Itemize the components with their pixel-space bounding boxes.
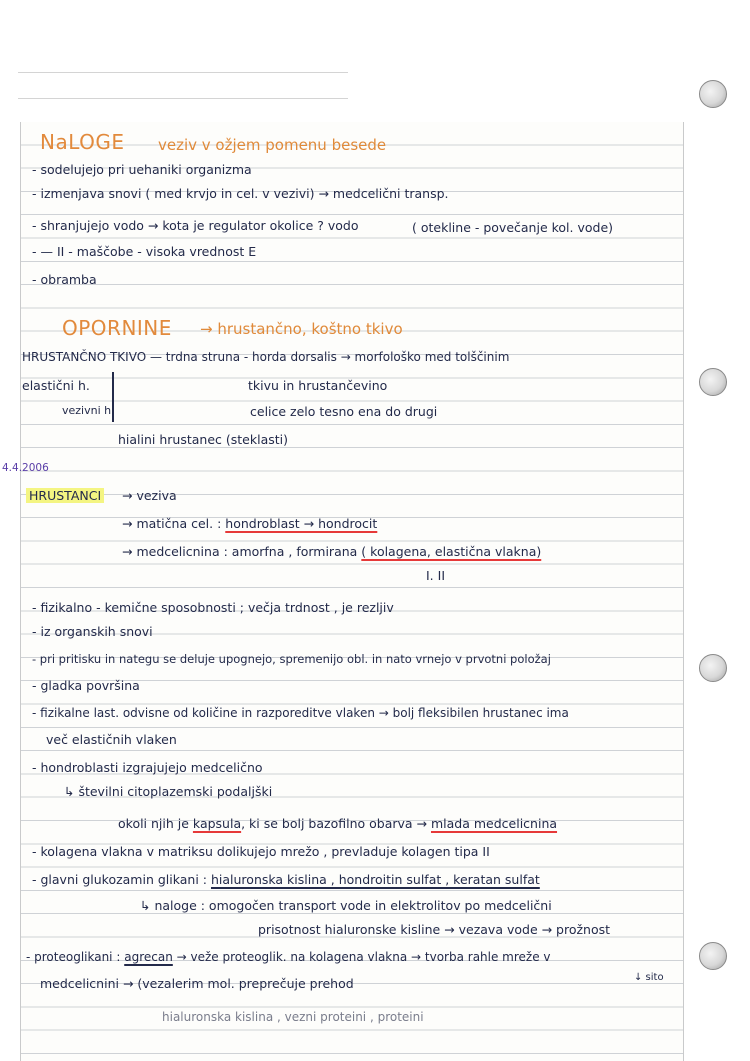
punch-hole-4 (699, 942, 727, 970)
note-line: medcelicnini → (vezalerim mol. preprečuje prehod (40, 976, 354, 991)
note-line: ↳ naloge : omogočen transport vode in elektrolitov po medcelični (140, 898, 552, 913)
note-line: - — II - maščobe - visoka vrednost E (32, 244, 257, 259)
punch-hole-1 (699, 80, 727, 108)
elastic-cartilage-label: elastični h. (22, 378, 90, 393)
note-line: okoli njih je kapsula, ki se bolj bazofilno obarva → mlada medcelicnina (118, 816, 558, 831)
note-line: hialuronska kislina , vezni proteini , proteini (162, 1010, 424, 1024)
note-line: celice zelo tesno ena do drugi (250, 404, 438, 419)
page-subtitle: veziv v ožjem pomenu besede (158, 136, 387, 154)
note-line: - gladka površina (32, 678, 140, 693)
section-subtitle: → hrustančno, koštno tkivo (200, 320, 403, 338)
date-note: 4.4.2006 (2, 462, 49, 474)
note-line: - pri pritisku in nategu se deluje upognejo, spremenijo obl. in nato vrnejo v prvotni položaj (32, 652, 551, 666)
note-line: - fizikalne last. odvisne od količine in razporeditve vlaken → bolj fleksibilen hrustanec ima (32, 706, 569, 720)
note-line: - kolagena vlakna v matriksu dolikujejo mrežo , prevladuje kolagen tipa II (32, 844, 490, 859)
note-line: - shranjujejo vodo → kota je regulator okolice ? vodo (32, 218, 359, 233)
note-line: - proteoglikani : agrecan → veže proteoglik. na kolagena vlakna → tvorba rahle mreže v (26, 950, 551, 964)
punch-hole-2 (699, 368, 727, 396)
top-rule-2 (18, 98, 348, 99)
connective-cartilage-label: vezivni h. (62, 404, 115, 417)
hyaline-cartilage-label: hialini hrustanec (steklasti) (118, 432, 289, 447)
note-line: → medcelicnina : amorfna , formirana ( kolagena, elastična vlakna) (122, 544, 542, 559)
note-line: - izmenjava snovi ( med krvjo in cel. v vezivi) → medcelični transp. (32, 186, 449, 201)
roman-numerals: I. II (426, 568, 446, 583)
note-line: več elastičnih vlaken (46, 732, 177, 747)
note-line: - glavni glukozamin glikani : hialuronska kislina , hondroitin sulfat , keratan sulfat (32, 872, 540, 887)
note-line: - iz organskih snovi (32, 624, 153, 639)
hrustanec-intro: HRUSTANČNO TKIVO — trdna struna - horda dorsalis → morfološko med tolščinim (22, 350, 510, 364)
note-line: → veziva (122, 488, 177, 503)
note-line: - sodelujejo pri uehaniki organizma (32, 162, 252, 177)
page-title: NaLOGE (40, 130, 125, 154)
note-line: - fizikalno - kemične sposobnosti ; večja trdnost , je rezljiv (32, 600, 394, 615)
note-line: - obramba (32, 272, 97, 287)
hrustanci-heading: HRUSTANCI (26, 488, 104, 503)
note-line: tkivu in hrustančevino (248, 378, 388, 393)
note-line: ↳ številni citoplazemski podaljški (64, 784, 273, 799)
note-line: - hondroblasti izgrajujejo medcelično (32, 760, 263, 775)
note-line: ( otekline - povečanje kol. vode) (412, 220, 614, 235)
section-title-opornine: OPORNINE (62, 316, 172, 340)
note-line: → matična cel. : hondroblast → hondrocit (122, 516, 378, 531)
top-rule-1 (18, 72, 348, 73)
notebook-sheet (20, 122, 684, 1061)
punch-hole-3 (699, 654, 727, 682)
note-line: prisotnost hialuronske kisline → vezava vode → prožnost (258, 922, 611, 937)
sito-note: ↓ sito (634, 972, 664, 983)
